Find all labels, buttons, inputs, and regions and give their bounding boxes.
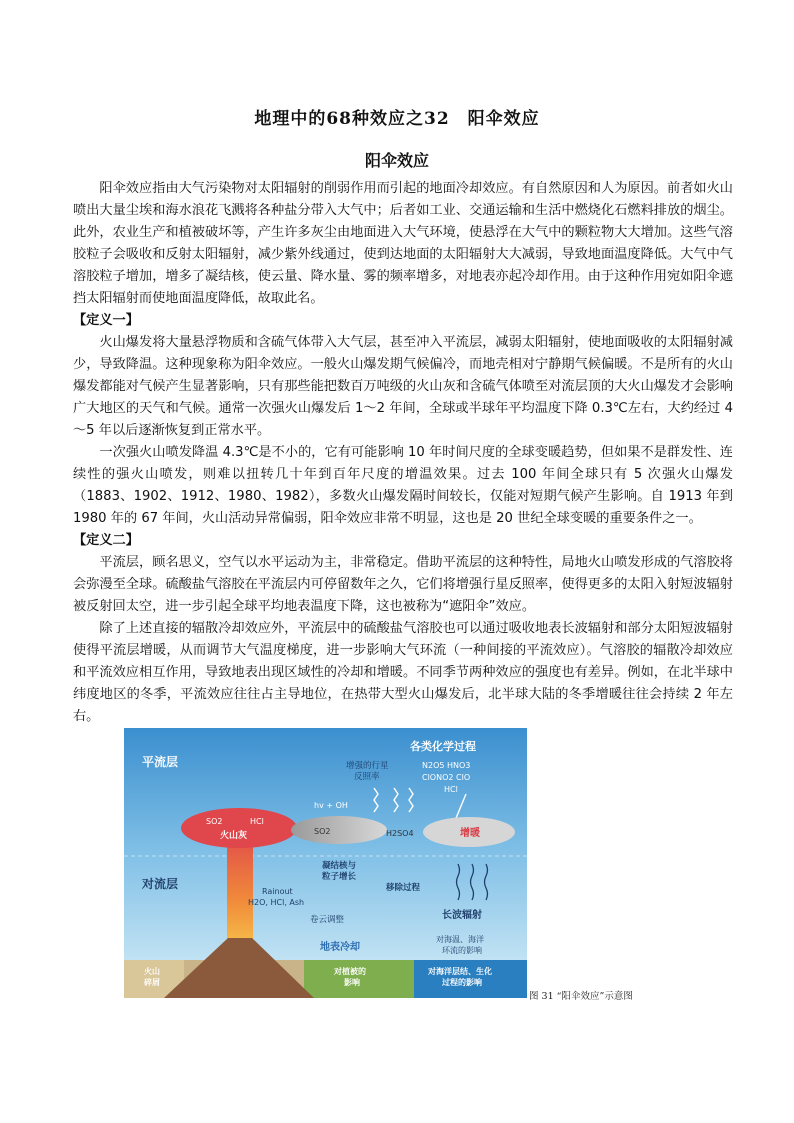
removal-label: 移除过程 [386,883,421,893]
so2-label-a: SO2 [206,817,223,826]
condense-line-2: 粒子增长 [322,872,357,882]
umbrella-effect-diagram [124,728,527,998]
ash-label: 火山灰 [220,831,248,841]
ocean-effect-line-2: 环流的影响 [442,946,482,955]
rainout-line-2: H2O, HCl, Ash [248,898,305,907]
paragraph-volcano-cooling: 一次强火山喷发降温 4.3℃是不小的，它有可能影响 10 年时间尺度的全球变暖趋势，但如果不是群发性、连续性的强火山喷发，则难以扭转几十年到百年尺度的增温效果。过去 100 年间全球只有 5 次强火山爆发（1883、1902、1912、1980、1982），多数火山爆发隔时间较长，仅能对短期气候产生影响。自 1913 年到 1980 年的 67 年间，火山活动异常偏弱，阳伞效应非常不明显，这也是 20 世纪全球变暖的重要条件之一。 [73,445,733,526]
rainout-line-1: Rainout [262,887,293,896]
surface-cooling-label: 地表冷却 [320,942,360,953]
diagram-svg [124,728,527,998]
albedo-line-2: 反照率 [354,772,380,782]
definition-two-heading: 【定义二】 [73,533,139,548]
hcl-label: HCl [250,817,264,826]
longwave-label: 长波辐射 [442,910,482,921]
h2so4-label: H2SO4 [386,829,414,838]
paragraph-intro: 阳伞效应指由大气污染物对太阳辐射的削弱作用而引起的地面冷却效应。有自然原因和人为原因。前者如火山喷出大量尘埃和海水浪花飞溅将各种盐分带入大气中；后者如工业、交通运输和生活中燃烧化石燃料排放的烟尘。此外，农业生产和植被破坏等，产生许多灰尘由地面进入大气环境，使悬浮在大气中的颗粒物大大增加。这些气溶胶粒子会吸收和反射太阳辐射，减少紫外线通过，使到达地面的太阳辐射大大减弱，导致地面温度降低。大气中气溶胶粒子增加，增多了凝结核，使云量、降水量、雾的频率增多，对地表亦起冷却作用。由于这种作用宛如阳伞遮挡太阳辐射而使地面温度降低，故取此名。 [73,181,733,306]
volcano-debris-line-2: 碎屑 [144,978,160,987]
troposphere-label: 对流层 [142,877,179,891]
page-title: 地理中的68种效应之32 阳伞效应 [254,109,540,129]
chem-process-title: 各类化学过程 [410,740,476,753]
paragraph-radiation: 除了上述直接的辐散冷却效应外，平流层中的硫酸盐气溶胶也可以通过吸收地表长波辐射和部分太阳短波辐射使得平流层增暖，从而调节大气温度梯度，进一步影响大气环流（一种间接的平流效应）。气溶胶的辐散冷却效应和平流效应相互作用，导致地表出现区域性的冷却和增暖。不同季节两种效应的强度也有差异。例如，在北半球中纬度地区的冬季，平流效应往往占主导地位，在热带大型火山爆发后，北半球大陆的冬季增暖往往会持续 2 年左右。 [73,621,733,724]
vegetation-line-1: 对植被的 [334,967,366,976]
section-title: 阳伞效应 [364,151,429,170]
vegetation-line-2: 影响 [344,978,360,987]
condense-line-1: 凝结核与 [322,861,357,871]
chem-line-2: ClONO2 ClO [422,773,471,782]
so2-label-b: SO2 [314,827,331,836]
sulfur-cloud [291,816,387,844]
paragraph-volcano: 火山爆发将大量悬浮物质和含硫气体带入大气层，甚至冲入平流层，减弱太阳辐射，使地面吸收的太阳辐射减少，导致降温。这种现象称为阳伞效应。一般火山爆发期气候偏冷，而地壳相对宁静期气候偏暖。不是所有的火山爆发都能对气候产生显著影响，只有那些能把数百万吨级的火山灰和含硫气体喷至对流层顶的大火山爆发才会影响广大地区的天气和气候。通常一次强火山爆发后 1～2 年间，全球或半球年平均温度下降 0.3℃左右，大约经过 4～5 年以后逐渐恢复到正常水平。 [73,335,733,438]
article-body [73,178,733,728]
ocean-structure-line-2: 过程的影响 [442,978,482,987]
cloud-adjust-label: 卷云调整 [310,915,345,925]
stratosphere-label: 平流层 [142,755,179,769]
hv-oh-label: hv + OH [314,801,348,810]
volcano-debris-line-1: 火山 [144,967,160,976]
chem-line-1: N2O5 HNO3 [422,761,471,770]
definition-one-heading: 【定义一】 [73,313,139,328]
ocean-structure-line-1: 对海洋层结、生化 [428,967,492,976]
chem-line-3: HCl [444,785,458,794]
figure-caption: 图 31 “阳伞效应”示意图 [529,991,633,1002]
ash-cloud [181,808,297,848]
paragraph-stratosphere: 平流层，顾名思义，空气以水平运动为主，非常稳定。借助平流层的这种特性，局地火山喷发形成的气溶胶将会弥漫至全球。硫酸盐气溶胶在平流层内可停留数年之久，它们将增强行星反照率，使得更多的太阳入射短波辐射被反射回太空，进一步引起全球平均地表温度下降，这也被称为“遮阳伞”效应。 [73,555,733,614]
ocean-effect-line-1: 对海温、海洋 [436,935,484,944]
warming-label: 增暖 [460,828,480,839]
albedo-line-1: 增强的行星 [346,761,389,771]
